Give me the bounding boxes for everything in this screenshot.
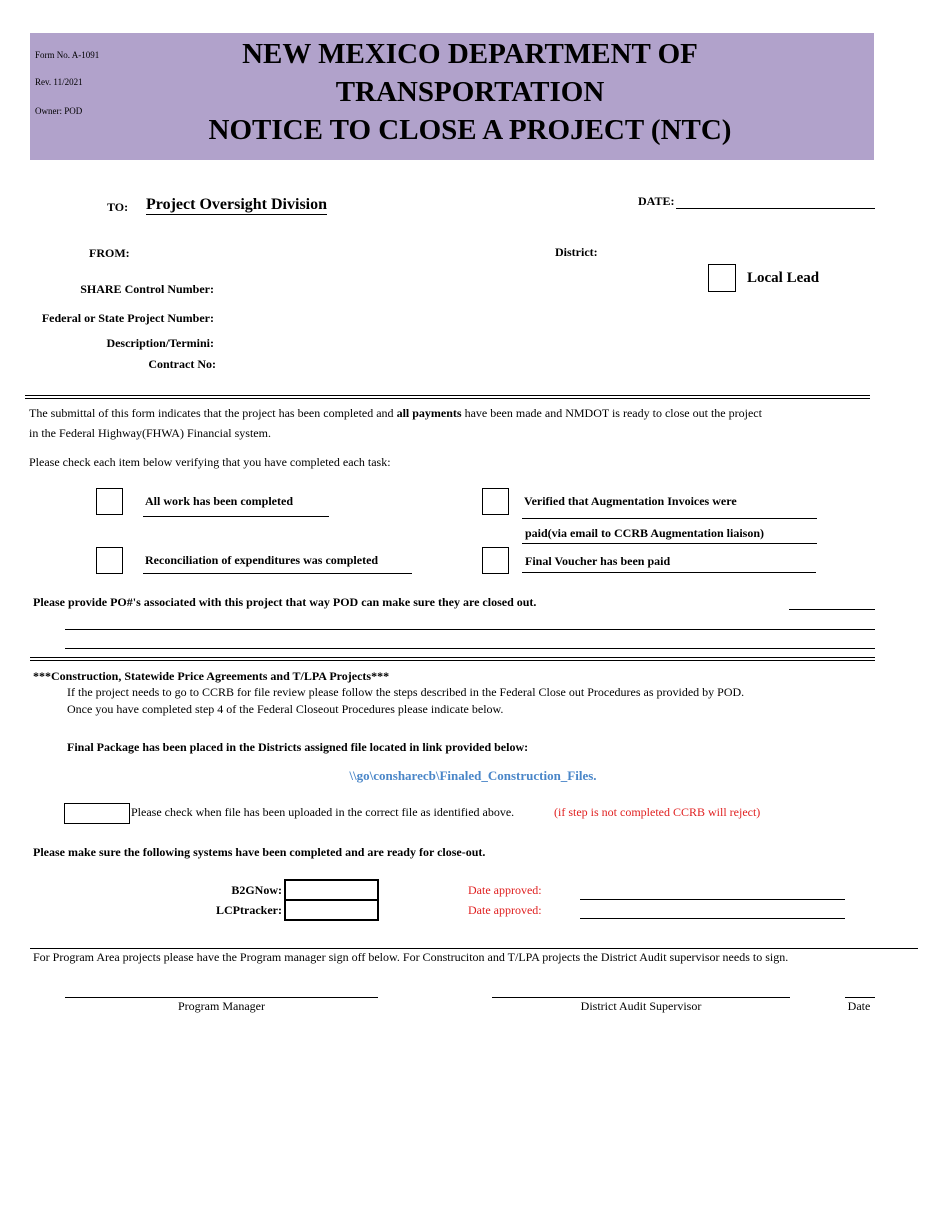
- underline: [522, 543, 817, 544]
- check-instruction: Please check each item below verifying that you have completed each task:: [29, 455, 391, 469]
- all-work-label: All work has been completed: [145, 494, 293, 508]
- form-owner: Owner: POD: [35, 106, 83, 116]
- revision-date: Rev. 11/2021: [35, 77, 83, 87]
- reconciliation-label: Reconciliation of expenditures was completed: [145, 553, 379, 567]
- to-label: TO:: [107, 200, 129, 214]
- construction-heading: ***Construction, Statewide Price Agreements and T/LPA Projects***: [33, 669, 390, 683]
- underline: [143, 573, 412, 574]
- po-entry-line[interactable]: [789, 609, 875, 610]
- title-line-3: NOTICE TO CLOSE A PROJECT (NTC): [208, 114, 732, 146]
- local-lead-label: Local Lead: [747, 270, 820, 286]
- share-control-number-label: SHARE Control Number:: [80, 282, 214, 296]
- date-field[interactable]: [676, 208, 875, 209]
- po-prompt: Please provide PO#'s associated with this project that way POD can make sure they are closed out.: [33, 595, 537, 609]
- program-manager-signature-line[interactable]: [65, 997, 378, 998]
- upload-warning: (if step is not completed CCRB will reject): [554, 805, 761, 819]
- systems-heading: Please make sure the following systems have been completed and are ready for close-out.: [33, 845, 486, 859]
- description-termini-label: Description/Termini:: [106, 336, 214, 350]
- lcptracker-field[interactable]: [284, 899, 379, 921]
- signoff-date-label: Date: [847, 999, 871, 1013]
- district-label: District:: [555, 245, 598, 259]
- project-number-label: Federal or State Project Number:: [41, 311, 214, 325]
- augmentation-label-line-2: paid(via email to CCRB Augmentation liaison): [525, 526, 765, 540]
- local-lead-checkbox[interactable]: [708, 264, 736, 292]
- intro-paragraph-line-1: The submittal of this form indicates that the project has been completed and all payments have been made and NMDOT is ready to close out the project: [29, 406, 762, 420]
- contract-number-label: Contract No:: [148, 357, 216, 371]
- form-header: [30, 33, 874, 160]
- lcptracker-date-approved-label: Date approved:: [468, 903, 542, 917]
- program-manager-label: Program Manager: [178, 999, 265, 1013]
- intro-paragraph-line-2: in the Federal Highway(FHWA) Financial system.: [29, 426, 271, 440]
- b2gnow-label: B2GNow:: [231, 883, 282, 897]
- final-package-text: Final Package has been placed in the Districts assigned file located in link provided below:: [67, 740, 529, 754]
- po-entry-line[interactable]: [65, 629, 875, 630]
- title-line-2: TRANSPORTATION: [335, 76, 605, 108]
- district-audit-signature-line[interactable]: [492, 997, 790, 998]
- b2gnow-date-approved-label: Date approved:: [468, 883, 542, 897]
- underline: [143, 516, 329, 517]
- augmentation-checkbox[interactable]: [482, 488, 509, 515]
- final-voucher-label: Final Voucher has been paid: [525, 554, 671, 568]
- lcptracker-label: LCPtracker:: [216, 903, 282, 917]
- from-label: FROM:: [89, 246, 130, 260]
- closeout-file-link[interactable]: \\go\consharecb\Finaled_Construction_Files.: [349, 768, 597, 783]
- b2gnow-date-approved-field[interactable]: [580, 899, 845, 900]
- all-work-checkbox[interactable]: [96, 488, 123, 515]
- reconciliation-checkbox[interactable]: [96, 547, 123, 574]
- construction-line-1: If the project needs to go to CCRB for file review please follow the steps described in the Federal Close out Procedures as provided by POD.: [67, 685, 745, 699]
- lcptracker-date-approved-field[interactable]: [580, 918, 845, 919]
- separator-line: [30, 657, 875, 658]
- page-title: [170, 35, 770, 149]
- to-value: Project Oversight Division: [146, 196, 328, 213]
- upload-checkbox[interactable]: [64, 803, 130, 824]
- final-voucher-checkbox[interactable]: [482, 547, 509, 574]
- signoff-instruction: For Program Area projects please have the Program manager sign off below. For Construciton and T/LPA projects the District Audit supervisor needs to sign.: [33, 950, 789, 964]
- title-line-1: NEW MEXICO DEPARTMENT OF: [242, 38, 698, 70]
- underline: [522, 518, 817, 519]
- b2gnow-field[interactable]: [284, 879, 379, 901]
- separator-line: [30, 948, 918, 949]
- construction-line-2: Once you have completed step 4 of the Federal Closeout Procedures please indicate below.: [67, 702, 504, 716]
- upload-check-text: Please check when file has been uploaded in the correct file as identified above.: [131, 805, 515, 819]
- district-audit-label: District Audit Supervisor: [580, 999, 702, 1013]
- signoff-date-line[interactable]: [845, 997, 875, 998]
- separator-line: [30, 660, 875, 661]
- separator-line: [25, 395, 870, 396]
- form-number: Form No. A-1091: [35, 50, 100, 60]
- underline: [522, 572, 816, 573]
- augmentation-label-line-1: Verified that Augmentation Invoices were: [524, 494, 737, 508]
- date-label: DATE:: [638, 194, 675, 208]
- po-entry-line[interactable]: [65, 648, 875, 649]
- separator-line: [25, 398, 870, 399]
